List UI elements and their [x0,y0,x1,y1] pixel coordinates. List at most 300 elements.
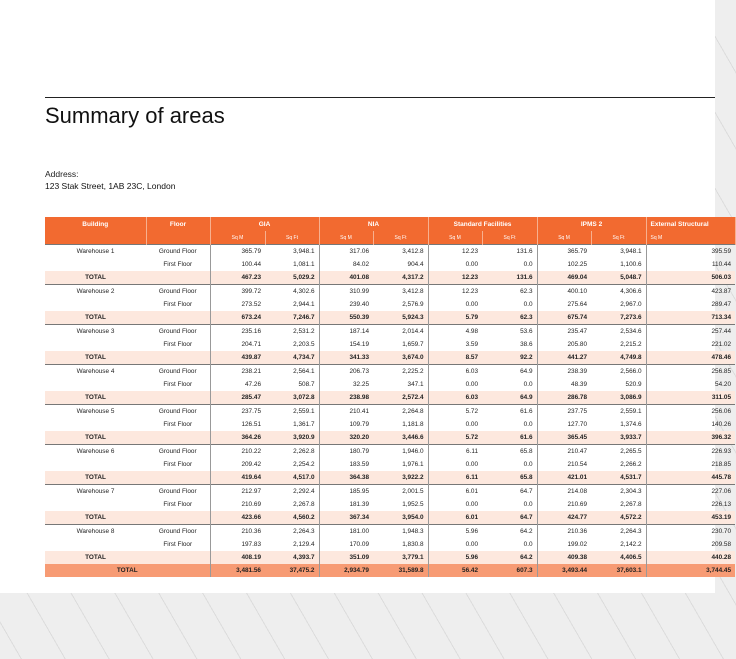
area-value: 2,267.8 [293,501,315,508]
building-name: Warehouse 5 [45,405,146,419]
area-value: 64.2 [482,551,537,564]
building-name [45,418,146,431]
area-value: 285.47 [210,391,265,405]
area-value: 2,225.2 [373,365,428,379]
area-value: 227.06 [646,485,735,499]
area-value: 440.28 [646,551,735,564]
unit-sq-ft: Sq Ft [591,231,646,245]
area-value: 64.9 [482,391,537,405]
building-total-row [45,471,735,485]
area-value: 3,086.9 [591,391,646,405]
area-value: 235.16 [210,325,265,339]
area-value: 310.99 [319,285,373,299]
building-total-row [45,431,735,445]
area-value: 1,659.7 [402,341,424,348]
area-value: 6.03 [428,365,482,379]
building-total-row [45,351,735,365]
area-value: 4,572.2 [591,511,646,525]
area-value: 0.0 [523,301,533,308]
area-value: 364.38 [319,471,373,485]
area-value: 904.4 [407,261,424,268]
area-value: 347.1 [407,381,424,388]
area-value: 0.0 [523,541,533,548]
area-value: 675.74 [537,311,591,325]
table-row [45,338,735,351]
building-name [45,538,146,551]
area-value: 47.26 [210,378,265,391]
building-name: Warehouse 2 [45,285,146,299]
area-value: 1,361.7 [293,421,315,428]
area-value: 6.11 [428,445,482,459]
area-value: 399.72 [210,285,265,299]
area-value: 423.66 [210,511,265,525]
area-value: 5.96 [428,525,482,539]
total-floor-blank [146,351,210,365]
area-value: 3,920.9 [265,431,319,445]
area-value: 3,412.8 [373,285,428,299]
building-name [45,458,146,471]
area-value: 32.25 [319,378,373,391]
area-value: 1,081.1 [293,261,315,268]
area-value: 197.83 [210,538,265,551]
area-value: 5.72 [428,405,482,419]
area-value: 204.71 [210,338,265,351]
grand-total-label: TOTAL [45,564,210,577]
area-value: 237.75 [537,405,591,419]
area-value: 5,048.7 [591,271,646,285]
area-value: 64.9 [482,365,537,379]
area-value: 12.23 [428,271,482,285]
area-value: 183.59 [319,458,373,471]
area-value: 127.70 [537,418,591,431]
area-value: 212.97 [210,485,265,499]
area-value: 0.0 [523,261,533,268]
area-value: 469.04 [537,271,591,285]
area-value: 185.95 [319,485,373,499]
floor-name: First Floor [163,261,193,268]
area-value: 209.58 [646,538,735,551]
area-value: 210.36 [210,525,265,539]
area-value: 364.26 [210,431,265,445]
area-value: 2,266.2 [620,461,642,468]
area-value: 0.00 [428,418,482,431]
area-value: 2,572.4 [373,391,428,405]
area-value: 419.64 [210,471,265,485]
table-row [45,538,735,551]
unit-sq-m: Sq M [210,231,265,245]
area-value: 1,948.3 [373,525,428,539]
area-value: 453.19 [646,511,735,525]
area-value: 2,254.2 [293,461,315,468]
area-value: 154.19 [319,338,373,351]
building-total-row [45,391,735,405]
area-value: 64.7 [482,485,537,499]
area-value: 3,948.1 [591,245,646,259]
total-floor-blank [146,551,210,564]
area-value: 2,534.6 [591,325,646,339]
table-row [45,445,735,459]
header-floor: Floor [146,217,210,231]
area-value: 209.42 [210,458,265,471]
floor-name: First Floor [163,301,193,308]
area-value: 1,952.5 [402,501,424,508]
area-value: 2,264.3 [591,525,646,539]
table-row [45,298,735,311]
area-value: 0.0 [523,421,533,428]
building-total-row [45,311,735,325]
area-value: 441.27 [537,351,591,365]
area-value: 256.85 [646,365,735,379]
area-value: 226.93 [646,445,735,459]
table-row [45,378,735,391]
area-value: 37,475.2 [265,564,319,577]
address-value: 123 Stak Street, 1AB 23C, London [45,181,176,191]
total-floor-blank [146,511,210,525]
area-value: 0.0 [523,501,533,508]
table-row [45,525,735,539]
area-value: 31,589.8 [373,564,428,577]
area-value: 3,779.1 [373,551,428,564]
area-value: 0.00 [428,258,482,271]
area-value: 48.39 [537,378,591,391]
table-row [45,365,735,379]
area-value: 550.39 [319,311,373,325]
building-total-row [45,511,735,525]
area-value: 3,446.6 [373,431,428,445]
area-value: 53.6 [482,325,537,339]
area-value: 273.52 [210,298,265,311]
area-value: 65.8 [482,445,537,459]
area-value: 2,559.1 [591,405,646,419]
header-rule [45,97,715,98]
area-value: 0.00 [428,458,482,471]
area-value: 61.6 [482,431,537,445]
area-value: 424.77 [537,511,591,525]
area-value: 54.20 [646,378,735,391]
floor-name: First Floor [163,421,193,428]
area-value: 65.8 [482,471,537,485]
area-value: 3,674.0 [373,351,428,365]
area-value: 92.2 [482,351,537,365]
area-value: 61.6 [482,405,537,419]
page-title: Summary of areas [45,103,225,128]
area-value: 2,142.2 [620,541,642,548]
total-floor-blank [146,311,210,325]
area-value: 2,944.1 [293,301,315,308]
area-value: 439.87 [210,351,265,365]
area-value: 64.2 [482,525,537,539]
area-value: 56.42 [428,564,482,577]
area-value: 6.01 [428,511,482,525]
area-value: 237.75 [210,405,265,419]
area-value: 3,493.44 [537,564,591,577]
area-value: 421.01 [537,471,591,485]
building-name [45,498,146,511]
area-value: 4,406.5 [591,551,646,564]
total-label: TOTAL [45,271,146,285]
area-value: 2,967.0 [620,301,642,308]
area-value: 210.69 [537,498,591,511]
area-value: 102.25 [537,258,591,271]
area-value: 221.02 [646,338,735,351]
table-row [45,458,735,471]
unit-sq-ft: Sq Ft [373,231,428,245]
area-value: 341.33 [319,351,373,365]
area-value: 409.38 [537,551,591,564]
area-value: 395.59 [646,245,735,259]
area-value: 226.13 [646,498,735,511]
area-value: 12.23 [428,245,482,259]
area-value: 4,531.7 [591,471,646,485]
area-value: 12.23 [428,285,482,299]
area-value: 365.79 [537,245,591,259]
area-value: 3,412.8 [373,245,428,259]
area-value: 6.11 [428,471,482,485]
area-value: 1,976.1 [402,461,424,468]
total-label: TOTAL [45,391,146,405]
total-label: TOTAL [45,471,146,485]
total-label: TOTAL [45,511,146,525]
subheader-blank [146,231,210,245]
building-total-row [45,551,735,564]
area-value: 0.00 [428,378,482,391]
area-value: 2,203.5 [293,341,315,348]
floor-name: Ground Floor [146,325,210,339]
area-value: 3,744.45 [646,564,735,577]
building-total-row [45,271,735,285]
area-value: 238.21 [210,365,265,379]
table-row [45,485,735,499]
grand-total-row [45,564,735,577]
area-value: 506.03 [646,271,735,285]
area-value: 206.73 [319,365,373,379]
area-value: 62.3 [482,285,537,299]
area-value: 62.3 [482,311,537,325]
area-value: 4,749.8 [591,351,646,365]
area-value: 84.02 [319,258,373,271]
area-value: 235.47 [537,325,591,339]
area-value: 365.45 [537,431,591,445]
area-value: 210.47 [537,445,591,459]
area-value: 210.36 [537,525,591,539]
floor-name: Ground Floor [146,405,210,419]
unit-sq-ft: Sq Ft [265,231,319,245]
floor-name: First Floor [163,461,193,468]
area-value: 3,954.0 [373,511,428,525]
area-value: 2,566.0 [591,365,646,379]
area-value: 286.78 [537,391,591,405]
area-value: 396.32 [646,431,735,445]
area-value: 6.01 [428,485,482,499]
floor-name: First Floor [163,341,193,348]
area-value: 351.09 [319,551,373,564]
table-subheader-row [45,231,735,245]
unit-sq-m: Sq M [537,231,591,245]
area-value: 1,946.0 [373,445,428,459]
area-value: 5,029.2 [265,271,319,285]
total-floor-blank [146,391,210,405]
area-value: 607.3 [482,564,537,577]
building-name: Warehouse 4 [45,365,146,379]
table-row [45,325,735,339]
building-name [45,298,146,311]
subheader-blank [45,231,146,245]
area-value: 1,374.6 [620,421,642,428]
area-value: 2,576.9 [402,301,424,308]
area-value: 4.98 [428,325,482,339]
area-value: 205.80 [537,338,591,351]
area-value: 4,306.6 [591,285,646,299]
table-row [45,405,735,419]
area-value: 3,933.7 [591,431,646,445]
building-name [45,338,146,351]
area-value: 3,072.8 [265,391,319,405]
area-value: 5,924.3 [373,311,428,325]
building-name: Warehouse 6 [45,445,146,459]
area-value: 37,603.1 [591,564,646,577]
address-label: Address: [45,169,79,179]
total-label: TOTAL [45,311,146,325]
area-value: 2,531.2 [265,325,319,339]
area-value: 3.59 [428,338,482,351]
area-value: 0.0 [523,461,533,468]
area-value: 210.54 [537,458,591,471]
area-value: 423.87 [646,285,735,299]
floor-name: First Floor [163,541,193,548]
total-label: TOTAL [45,551,146,564]
floor-name: Ground Floor [146,445,210,459]
area-value: 0.00 [428,498,482,511]
total-label: TOTAL [45,431,146,445]
area-value: 239.40 [319,298,373,311]
area-value: 508.7 [298,381,315,388]
table-row [45,285,735,299]
area-value: 713.34 [646,311,735,325]
header-nia: NIA [319,217,428,231]
building-name: Warehouse 3 [45,325,146,339]
area-value: 320.20 [319,431,373,445]
area-value: 214.08 [537,485,591,499]
area-value: 365.79 [210,245,265,259]
table-row [45,418,735,431]
building-name: Warehouse 1 [45,245,146,259]
area-value: 2,264.3 [265,525,319,539]
building-name [45,378,146,391]
area-value: 2,215.2 [620,341,642,348]
area-value: 238.39 [537,365,591,379]
area-value: 140.26 [646,418,735,431]
area-value: 38.6 [520,341,533,348]
area-value: 0.0 [523,381,533,388]
building-name: Warehouse 7 [45,485,146,499]
area-value: 230.70 [646,525,735,539]
area-value: 2,265.5 [591,445,646,459]
building-name: Warehouse 8 [45,525,146,539]
total-floor-blank [146,271,210,285]
floor-name: Ground Floor [146,485,210,499]
floor-name: Ground Floor [146,285,210,299]
area-value: 445.78 [646,471,735,485]
area-value: 210.69 [210,498,265,511]
area-value: 7,273.6 [591,311,646,325]
area-value: 478.46 [646,351,735,365]
area-value: 520.9 [625,381,642,388]
area-value: 2,304.3 [591,485,646,499]
area-value: 4,302.6 [265,285,319,299]
area-value: 2,934.79 [319,564,373,577]
table-row [45,245,735,259]
area-value: 187.14 [319,325,373,339]
area-value: 131.6 [482,245,537,259]
area-value: 2,001.5 [373,485,428,499]
area-value: 2,262.8 [265,445,319,459]
area-value: 4,317.2 [373,271,428,285]
unit-sq-m: Sq M [646,231,735,245]
total-label: TOTAL [45,351,146,365]
table-row [45,498,735,511]
floor-name: First Floor [163,381,193,388]
building-name [45,258,146,271]
floor-name: Ground Floor [146,525,210,539]
area-value: 673.24 [210,311,265,325]
area-value: 131.6 [482,271,537,285]
area-value: 8.57 [428,351,482,365]
area-value: 210.41 [319,405,373,419]
floor-name: First Floor [163,501,193,508]
area-value: 4,734.7 [265,351,319,365]
area-value: 181.39 [319,498,373,511]
header-external-structural: External Structural [646,217,735,231]
area-value: 180.79 [319,445,373,459]
area-value: 170.09 [319,538,373,551]
area-value: 467.23 [210,271,265,285]
area-value: 275.64 [537,298,591,311]
header-ipms2: IPMS 2 [537,217,646,231]
area-value: 7,246.7 [265,311,319,325]
table-header-row [45,217,735,231]
areas-table-body [45,245,735,578]
unit-sq-m: Sq M [428,231,482,245]
area-value: 401.08 [319,271,373,285]
area-value: 2,264.8 [373,405,428,419]
header-standard-facilities: Standard Facilities [428,217,537,231]
header-building: Building [45,217,146,231]
area-value: 64.7 [482,511,537,525]
area-value: 110.44 [646,258,735,271]
area-value: 367.34 [319,511,373,525]
area-value: 1,100.6 [620,261,642,268]
area-value: 311.05 [646,391,735,405]
area-value: 210.22 [210,445,265,459]
area-value: 6.03 [428,391,482,405]
area-value: 199.02 [537,538,591,551]
total-floor-blank [146,431,210,445]
area-value: 256.06 [646,405,735,419]
area-value: 2,129.4 [293,541,315,548]
area-value: 109.79 [319,418,373,431]
area-value: 181.00 [319,525,373,539]
area-value: 3,948.1 [265,245,319,259]
area-value: 2,014.4 [373,325,428,339]
area-value: 5.72 [428,431,482,445]
area-value: 3,481.56 [210,564,265,577]
areas-table [45,217,736,577]
area-value: 0.00 [428,538,482,551]
area-value: 100.44 [210,258,265,271]
unit-sq-m: Sq M [319,231,373,245]
area-value: 0.00 [428,298,482,311]
area-value: 4,517.0 [265,471,319,485]
